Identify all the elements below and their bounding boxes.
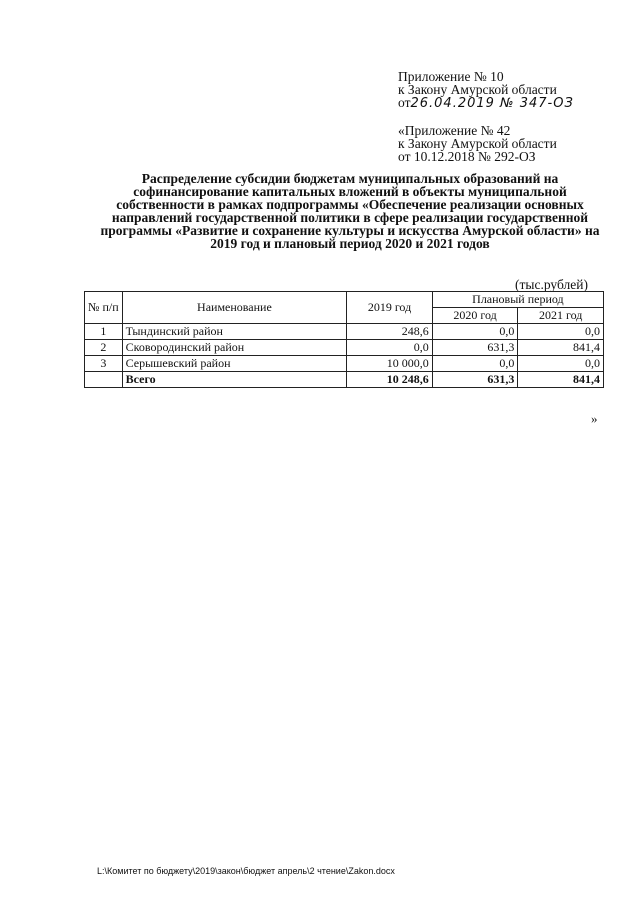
row-2019: 248,6 bbox=[347, 324, 433, 340]
row-number: 2 bbox=[85, 340, 123, 356]
previous-appendix-header bbox=[398, 124, 557, 163]
row-number: 1 bbox=[85, 324, 123, 340]
header-2020: 2020 год bbox=[432, 308, 518, 324]
row-name: Тындинский район bbox=[122, 324, 347, 340]
total-name: Всего bbox=[122, 372, 347, 388]
appendix-law-reference: к Закону Амурской области bbox=[398, 82, 557, 97]
row-2020: 631,3 bbox=[432, 340, 518, 356]
header-2021: 2021 год bbox=[518, 308, 604, 324]
row-name: Серышевский район bbox=[122, 356, 347, 372]
total-2019: 10 248,6 bbox=[347, 372, 433, 388]
row-2021: 841,4 bbox=[518, 340, 604, 356]
closing-quote: » bbox=[591, 411, 598, 426]
appendix-number: Приложение № 10 bbox=[398, 69, 504, 84]
previous-appendix-date: от 10.12.2018 № 292-ОЗ bbox=[398, 149, 536, 164]
total-number-cell bbox=[85, 372, 123, 388]
subsidy-table bbox=[84, 291, 604, 388]
header-name: Наименование bbox=[122, 292, 347, 324]
row-number: 3 bbox=[85, 356, 123, 372]
previous-appendix-number: «Приложение № 42 bbox=[398, 123, 511, 138]
total-2021: 841,4 bbox=[518, 372, 604, 388]
footer-file-path: L:\Комитет по бюджету\2019\закон\бюджет апрель\2 чтение\Zakon.docx bbox=[97, 866, 395, 876]
row-2019: 10 000,0 bbox=[347, 356, 433, 372]
appendix-header bbox=[398, 70, 574, 110]
header-number: № п/п bbox=[85, 292, 123, 324]
units-label: (тыс.рублей) bbox=[515, 277, 588, 292]
row-2021: 0,0 bbox=[518, 356, 604, 372]
document-title: Распределение субсидии бюджетам муниципальных образований на софинансирование капитальных вложений в объекты муниципальной собственности в рамках подпрограммы «Обеспечение реализации основных направлений государственной политики в сфере реализации государственной программы «Развитие и сохранение культуры и искусства Амурской области» на 2019 год и плановый период 2020 и 2021 годов bbox=[100, 171, 600, 251]
appendix-date-prefix: от bbox=[398, 95, 411, 110]
row-name: Сковородинский район bbox=[122, 340, 347, 356]
row-2021: 0,0 bbox=[518, 324, 604, 340]
table-total-row bbox=[85, 372, 604, 388]
appendix-date-line bbox=[398, 96, 574, 110]
table-header-row bbox=[85, 292, 604, 308]
table-row bbox=[85, 324, 604, 340]
previous-appendix-law-reference: к Закону Амурской области bbox=[398, 136, 557, 151]
header-planned-period: Плановый период bbox=[432, 292, 603, 308]
handwritten-date-number: 26.04.2019 № 347-ОЗ bbox=[410, 96, 574, 111]
total-2020: 631,3 bbox=[432, 372, 518, 388]
table-row bbox=[85, 340, 604, 356]
header-2019: 2019 год bbox=[347, 292, 433, 324]
row-2020: 0,0 bbox=[432, 324, 518, 340]
row-2019: 0,0 bbox=[347, 340, 433, 356]
row-2020: 0,0 bbox=[432, 356, 518, 372]
table-row bbox=[85, 356, 604, 372]
